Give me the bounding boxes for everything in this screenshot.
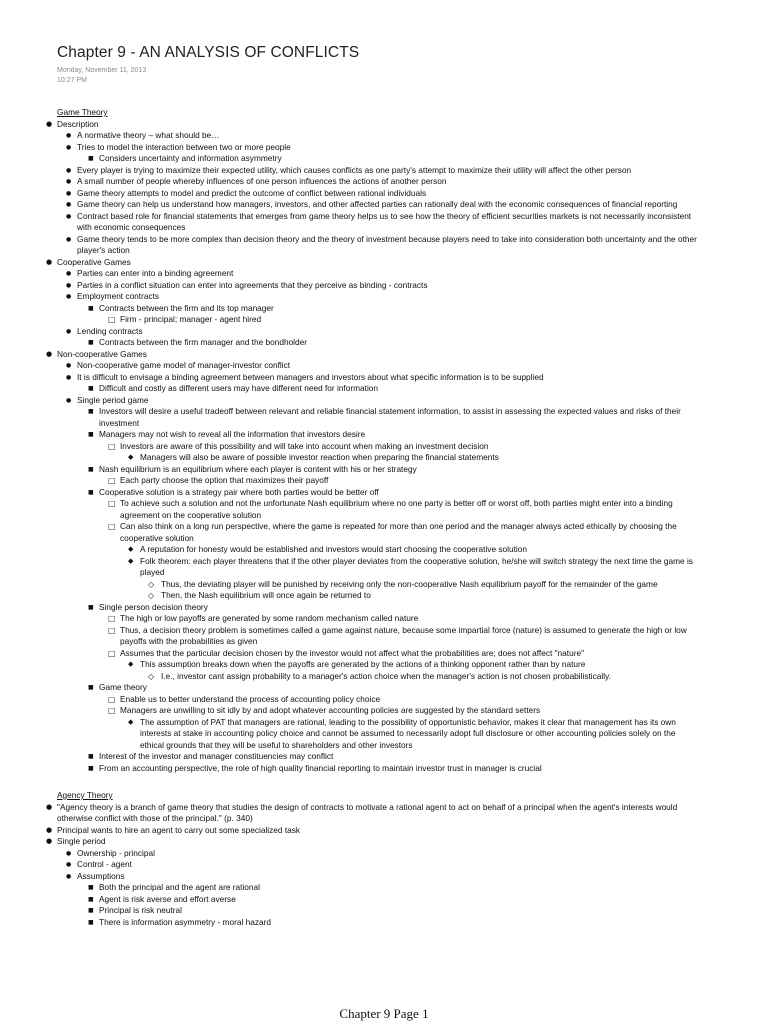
outline-item-text: Game theory tends to be more complex than decision theory and the theory of investment because players need to take into consideration both uncertainty and the other player's action [77,233,697,255]
bullet-icon: ■ [88,764,94,772]
outline-item-text: Every player is trying to maximize their expected utility, which causes conflicts as one party's attempt to maximize their utility will affect the other person [77,164,632,175]
outline-item [0,165,768,177]
outline-item-text: To achieve such a solution and not the unfortunate Nash equilibrium where no one party is better off or worst off, both parties might enter into a binding agreement on the cooperative solution [120,498,673,520]
bullet-icon: ◆ [128,660,134,668]
page-title: Chapter 9 - AN ANALYSIS OF CONFLICTS [57,44,360,61]
bullet-icon: ● [66,396,72,404]
bullet-icon: ● [46,349,53,358]
outline-item-text: Ownership - principal [77,847,155,858]
outline-item-text: Firm - principal; manager - agent hired [120,314,262,324]
bullet-icon: □ [108,706,116,715]
outline-item-text: There is information asymmetry - moral hazard [99,916,271,927]
note-time: 10:27 PM [57,77,87,84]
bullet-icon: ■ [88,895,94,903]
outline-item-text: Nash equilibrium is an equilibrium where each player is content with his or her strategy [99,463,417,474]
outline-item [0,590,768,602]
outline-item [0,705,768,717]
bullet-icon: ■ [88,684,94,691]
bullet-icon: ■ [88,884,94,891]
outline-item-text: Managers will also be aware of possible investor reaction when preparing the financial statements [140,452,499,462]
bullet-icon: ● [66,189,72,197]
bullet-icon: ◇ [148,591,155,600]
bullet-icon: ● [66,212,72,220]
outline-item-text: A reputation for honesty would be established and investors would start choosing the cooperative solution [140,544,527,554]
bullet-icon: ● [66,861,72,868]
bullet-icon: ■ [88,753,94,760]
outline-item-text: The assumption of PAT that managers are rational, leading to the possibility of opportunistic behavior, makes it clear that management has its own interests at stake in accounting policy choice and cannot be assumed to necessarily adopt full disclosure or other accounting policies solely on the ethical grounds that they will be useful to shareholders and other investors [140,716,676,750]
outline-item [0,717,768,752]
note-date: Monday, November 11, 2013 [57,67,147,74]
outline-item [0,905,768,917]
outline-item-text: Contracts between the firm and its top manager [99,302,274,313]
section-heading: Agency Theory [57,790,113,800]
bullet-icon: ■ [88,304,94,312]
outline-item [0,475,768,487]
bullet-icon: ■ [88,907,94,914]
bullet-icon: □ [108,522,116,531]
outline-item [0,613,768,625]
bullet-icon: □ [108,694,116,704]
outline-item-text: Employment contracts [77,291,160,301]
outline-item-text: Each party choose the option that maximizes their payoff [120,475,329,485]
outline-item [0,142,768,154]
bullet-icon: ◆ [128,556,134,565]
bullet-icon: ■ [88,155,94,162]
bullet-icon: □ [108,648,116,658]
bullet-icon: □ [108,625,116,635]
outline-item [0,429,768,441]
outline-item-text: Difficult and costly as different users may have different need for information [99,383,379,393]
bullet-icon: □ [108,315,116,324]
outline-item-text: "Agency theory is a branch of game theory that studies the design of contracts to motivate a rational agent to act on behalf of a principal when the agent's interests would otherwise conflict with those of the principal." (p. 340) [57,801,678,823]
outline-item-text: Non-cooperative game model of manager-investor conflict [77,360,291,370]
outline-item [0,441,768,453]
outline-item [0,487,768,499]
outline-item [0,211,768,234]
bullet-icon: ● [66,166,72,174]
bullet-icon: ◇ [148,579,155,589]
bullet-icon: ■ [88,385,94,392]
outline-item-text: Description [57,118,99,129]
bullet-icon: ● [46,802,53,811]
outline-item-text: Principal wants to hire an agent to carry out some specialized task [57,824,301,835]
outline-item-text: Game theory can help us understand how managers, investors, and other affected parties can rationally deal with the economic consequences of financial reporting [77,199,678,209]
outline-item [0,372,768,384]
outline-item-text: Investors will desire a useful tradeoff between relevant and reliable financial statement information, to assist in assessing the expected values and risks of their investment [99,406,681,428]
outline-item [0,659,768,671]
note-body [0,103,768,928]
bullet-icon: ◆ [128,453,134,461]
outline-item [0,763,768,775]
outline-item [0,498,768,521]
outline-item [0,452,768,464]
bullet-icon: ● [66,849,72,857]
bullet-icon: ■ [88,339,94,346]
bullet-icon: ● [66,143,72,151]
outline-item [0,671,768,683]
outline-item [0,579,768,591]
outline-item [0,521,768,544]
outline-item-text: Interest of the investor and manager constituencies may conflict [99,751,334,761]
outline-item [0,406,768,429]
outline-item-text: Folk theorem: each player threatens that if the other player deviates from the cooperative solution, he/she will switch strategy the next time the game is played [140,555,693,577]
outline-item [0,836,768,848]
outline-item [0,544,768,556]
outline-item [0,648,768,660]
outline-item [0,130,768,142]
bullet-icon: ■ [88,488,94,496]
outline-item [0,280,768,292]
bullet-icon: ● [46,825,53,834]
bullet-icon: ● [66,327,72,335]
outline-item [0,556,768,579]
outline-item-text: Considers uncertainty and information asymmetry [99,153,282,163]
bullet-icon: ● [46,119,53,128]
outline-item [0,119,768,131]
bullet-icon: □ [108,499,116,508]
bullet-icon: ■ [88,408,94,415]
bullet-icon: ● [66,178,72,185]
outline-item-text: Thus, a decision theory problem is sometimes called a game against nature, because some impartial force (nature) is assumed to generate the high or low payoffs with the probabilities as given [120,624,687,646]
outline-item [0,694,768,706]
outline-item-text: Cooperative solution is a strategy pair where both parties would be better off [99,486,379,497]
outline-item-text: This assumption breaks down when the payoffs are generated by the actions of a thinking opponent rather than by nature [140,659,586,669]
outline-item-text: Game theory [99,682,147,692]
bullet-icon: ● [66,373,72,381]
bullet-icon: ◆ [128,717,134,726]
outline-item [0,337,768,349]
outline-item [0,848,768,860]
outline-item [0,682,768,694]
outline-item [0,303,768,315]
outline-item [0,234,768,257]
outline-item [0,917,768,929]
bullet-icon: ● [46,257,53,266]
outline-item [0,326,768,338]
outline-item-text: The high or low payoffs are generated by some random mechanism called nature [120,613,419,623]
outline-item [0,751,768,763]
outline-item-text: Parties in a conflict situation can enter into agreements that they perceive as binding - contracts [77,279,428,290]
bullet-icon: ■ [88,465,94,473]
outline-item-text: Principal is risk neutral [99,905,182,915]
outline-item-text: Enable us to better understand the process of accounting policy choice [120,693,381,704]
outline-item [0,257,768,269]
page-footer: Chapter 9 Page 1 [339,1006,429,1021]
bullet-icon: ● [66,872,72,880]
outline-item-text: Parties can enter into a binding agreement [77,268,234,278]
outline-item [0,825,768,837]
bullet-icon: ◆ [128,545,134,553]
outline-item [0,602,768,614]
bullet-icon: ● [66,270,72,277]
section-heading: Game Theory [57,107,108,117]
outline-item [0,894,768,906]
outline-item [0,859,768,871]
bullet-icon: ● [46,837,53,845]
outline-item [0,349,768,361]
outline-item-text: Single person decision theory [99,601,208,612]
bullet-icon: ◇ [148,671,155,681]
bullet-icon: ■ [88,603,94,611]
bullet-icon: ● [66,281,72,289]
outline-item-text: Investors are aware of this possibility and will take into account when making an investment decision [120,440,489,451]
outline-item-text: Single period game [77,394,149,405]
outline-item [0,188,768,200]
bullet-icon: ● [66,293,72,300]
section-gap [0,774,768,786]
outline-item-text: Non-cooperative Games [57,348,147,359]
bullet-icon: ■ [88,431,94,438]
outline-item [0,464,768,476]
outline-item [0,176,768,188]
outline-item-text: Game theory attempts to model and predict the outcome of conflict between rational individuals [77,187,427,198]
outline-item [0,383,768,395]
outline-item-text: Both the principal and the agent are rational [99,882,260,892]
outline-item-text: Agent is risk averse and effort averse [99,893,236,904]
outline-item-text: Assumes that the particular decision chosen by the investor would not affect what the probabilities are; does not affect "nature" [120,647,585,658]
outline-item-text: Cooperative Games [57,256,131,267]
outline-item-text: Control - agent [77,859,132,869]
outline-item-text: Can also think on a long run perspective, where the game is repeated for more than one period and the manager always acted ethically by choosing the cooperative solution [120,521,677,543]
outline-item-text: From an accounting perspective, the role of high quality financial reporting to maintain investor trust in manager is crucial [99,762,542,773]
outline-item [0,291,768,303]
outline-item [0,871,768,883]
outline-item [0,882,768,894]
outline-item-text: It is difficult to envisage a binding agreement between managers and investors about what specific information is to be supplied [77,371,544,382]
outline-item-text: Contracts between the firm manager and the bondholder [99,337,308,347]
outline-item [0,625,768,648]
outline-item-text: Then, the Nash equilibrium will once again be returned to [161,590,371,600]
outline-item-text: Single period [57,836,106,846]
bullet-icon: □ [108,614,116,623]
bullet-icon: ● [66,235,72,243]
outline-item-text: A normative theory – what should be… [77,130,220,140]
bullet-icon: ● [66,201,72,208]
outline-item [0,360,768,372]
bullet-icon: □ [108,441,116,451]
bullet-icon: ■ [88,918,94,926]
outline-item [0,802,768,825]
outline-item [0,395,768,407]
outline-item-text: Assumptions [77,870,125,881]
outline-item-text: Managers are unwilling to sit idly by and adopt whatever accounting policies are suggested by the standard setters [120,705,541,715]
bullet-icon: □ [108,476,116,485]
bullet-icon: ● [66,132,72,139]
outline-item [0,199,768,211]
outline-item-text: I.e., investor cant assign probability to a manager's action choice when the manager's action is not chosen probabilistically. [161,670,611,681]
outline-item [0,314,768,326]
bullet-icon: ● [66,362,72,369]
outline-item-text: Tries to model the interaction between two or more people [77,141,291,152]
outline-item [0,153,768,165]
outline-item-text: Lending contracts [77,325,143,336]
outline-item-text: Managers may not wish to reveal all the information that investors desire [99,429,366,439]
outline-item-text: Thus, the deviating player will be punished by receiving only the non-cooperative Nash equilibrium payoff for the remainder of the game [161,578,658,589]
outline-item-text: Contract based role for financial statements that emerges from game theory helps us to see how the theory of efficient securities markets is not necessarily inconsistent with economic consequences [77,210,692,232]
outline-item-text: A small number of people whereby influences of one person influences the actions of another person [77,176,447,186]
outline-item [0,268,768,280]
